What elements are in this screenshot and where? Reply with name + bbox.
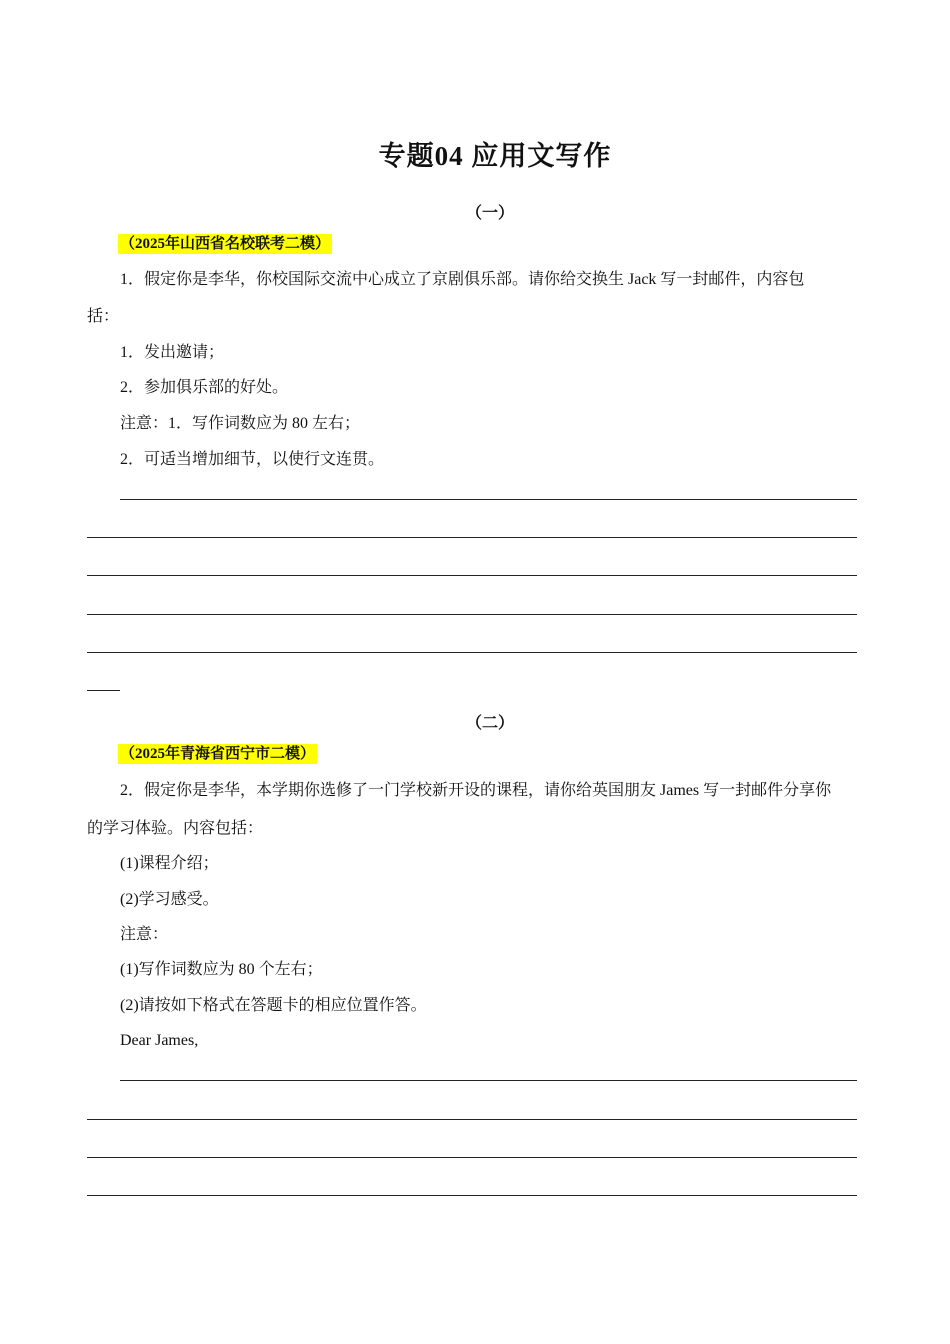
prompt-1-note-1: 注意：1．写作词数应为 80 左右； bbox=[120, 415, 361, 432]
answer-line[interactable] bbox=[87, 1119, 857, 1120]
prompt-2-line-1: 2．假定你是李华，本学期你选修了一门学校新开设的课程，请你给英国朋友 James 写一封邮件分享你 bbox=[120, 782, 832, 799]
prompt-2-line-2: 的学习体验。内容包括： bbox=[87, 820, 264, 837]
answer-line[interactable] bbox=[87, 652, 857, 653]
prompt-2-item-1: (1)课程介绍； bbox=[120, 855, 219, 872]
answer-line[interactable] bbox=[120, 499, 857, 500]
prompt-1-line-2: 括： bbox=[87, 308, 120, 325]
source-badge-2: （2025年青海省西宁市二模） bbox=[120, 746, 316, 762]
answer-line[interactable] bbox=[87, 690, 120, 691]
answer-line[interactable] bbox=[87, 614, 857, 615]
prompt-2-note-2: (2)请按如下格式在答题卡的相应位置作答。 bbox=[120, 997, 427, 1014]
prompt-1-line-1: 1．假定你是李华，你校国际交流中心成立了京剧俱乐部。请你给交换生 Jack 写一封邮件，内容包 bbox=[120, 271, 805, 288]
prompt-2-note-label: 注意： bbox=[120, 926, 169, 943]
answer-line[interactable] bbox=[87, 1195, 857, 1196]
prompt-2-note-1: (1)写作词数应为 80 个左右； bbox=[120, 961, 323, 978]
prompt-1-note-2: 2．可适当增加细节，以使行文连贯。 bbox=[120, 451, 385, 468]
letter-salutation: Dear James, bbox=[120, 1032, 199, 1049]
page-title: 专题04 应用文写作 bbox=[378, 141, 612, 171]
source-badge-1: （2025年山西省名校联考二模） bbox=[120, 236, 331, 252]
section-heading-1: （一） bbox=[465, 205, 514, 222]
answer-line[interactable] bbox=[87, 537, 857, 538]
answer-line[interactable] bbox=[87, 1157, 857, 1158]
prompt-2-item-2: (2)学习感受。 bbox=[120, 891, 219, 908]
section-heading-2: （二） bbox=[465, 715, 514, 732]
answer-line[interactable] bbox=[120, 1080, 857, 1081]
answer-line[interactable] bbox=[87, 575, 857, 576]
prompt-1-item-2: 2．参加俱乐部的好处。 bbox=[120, 379, 289, 396]
prompt-1-item-1: 1．发出邀请； bbox=[120, 344, 225, 361]
